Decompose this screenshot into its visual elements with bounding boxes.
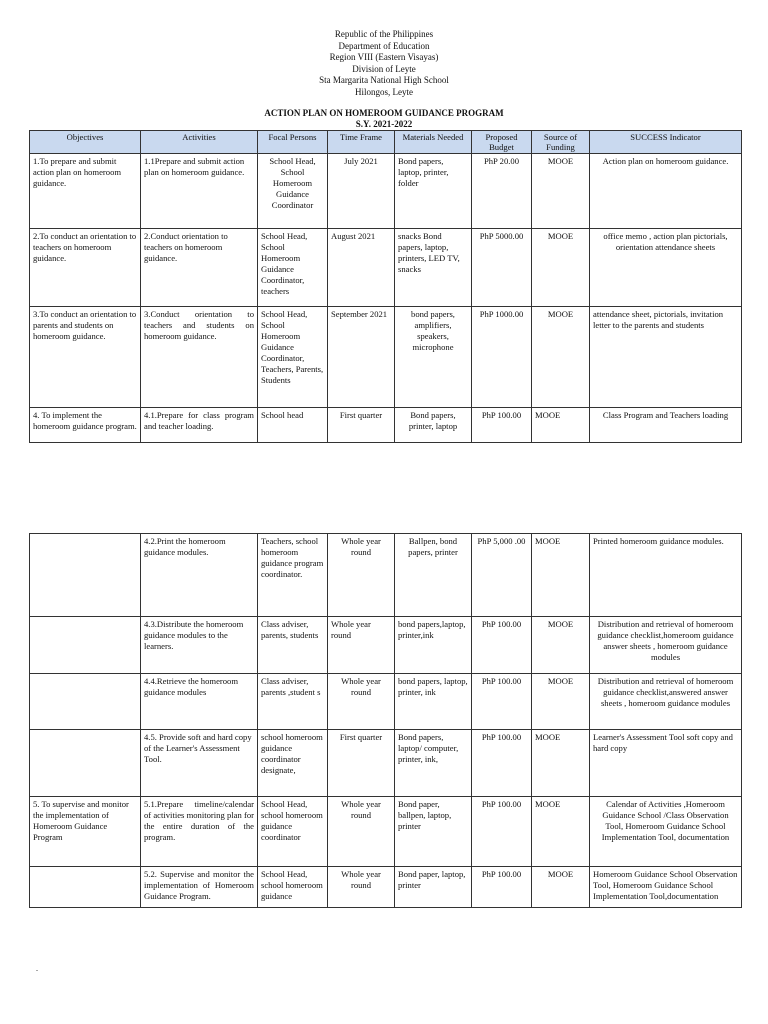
table-cell: 4.3.Distribute the homeroom guidance modules to the learners.: [141, 617, 258, 674]
table-cell: Homeroom Guidance School Observation Tool, Homeroom Guidance School Implementation Tool,documentation: [590, 867, 742, 908]
school-year: S.Y. 2021-2022: [355, 119, 413, 129]
table-cell: First quarter: [328, 730, 395, 797]
header-line: Region VIII (Eastern Visayas): [329, 52, 439, 62]
column-header: Time Frame: [328, 131, 395, 154]
table-cell: Class Program and Teachers loading: [590, 408, 742, 443]
table-cell: Learner's Assessment Tool soft copy and hard copy: [590, 730, 742, 797]
table-cell: Printed homeroom guidance modules.: [590, 534, 742, 617]
table-cell: Bond paper, laptop, printer: [395, 867, 472, 908]
table-cell: Bond paper, ballpen, laptop, printer: [395, 797, 472, 867]
table-cell: MOOE: [532, 730, 590, 797]
table-cell: 5.2. Supervise and monitor the implementation of Homeroom Guidance Program.: [141, 867, 258, 908]
table-row: [30, 229, 742, 307]
column-header: SUCCESS Indicator: [590, 131, 742, 154]
column-header: Source of Funding: [532, 131, 590, 154]
table-row: [30, 797, 742, 867]
table-cell: MOOE: [532, 154, 590, 229]
table-cell: MOOE: [532, 797, 590, 867]
table-cell: Class adviser, parents, students: [258, 617, 328, 674]
table-cell: bond papers, amplifiers, speakers, microphone: [395, 307, 472, 408]
table-row: [30, 617, 742, 674]
table-cell: 1.1Prepare and submit action plan on homeroom guidance.: [141, 154, 258, 229]
document-title-block: [0, 108, 768, 130]
table-cell: Calendar of Activities ,Homeroom Guidance School /Class Observation Tool, Homeroom Guidance School Implementation Tool, documentation: [590, 797, 742, 867]
table-cell: 5. To supervise and monitor the implementation of Homeroom Guidance Program: [30, 797, 141, 867]
table-cell: MOOE: [532, 408, 590, 443]
header-line: Republic of the Philippines: [334, 29, 434, 39]
table-cell: office memo , action plan pictorials, orientation attendance sheets: [590, 229, 742, 307]
header-line: Division of Leyte: [352, 63, 416, 74]
column-header: Focal Persons: [258, 131, 328, 154]
table-cell: PhP 1000.00: [472, 307, 532, 408]
table-cell: School Head, School Homeroom Guidance Coordinator: [258, 154, 328, 229]
table-cell: MOOE: [532, 674, 590, 730]
table-cell: Teachers, school homeroom guidance program coordinator.: [258, 534, 328, 617]
table-cell: 3.Conduct orientation to teachers and students on homeroom guidance.: [141, 307, 258, 408]
table-cell: school homeroom guidance coordinator designate,: [258, 730, 328, 797]
table-cell: MOOE: [532, 867, 590, 908]
table-row: [30, 307, 742, 408]
table-cell: Whole year round: [328, 617, 395, 674]
table-row: [30, 674, 742, 730]
table-cell: attendance sheet, pictorials, invitation letter to the parents and students: [590, 307, 742, 408]
table-cell: 1.To prepare and submit action plan on homeroom guidance.: [30, 154, 141, 229]
table-cell: PhP 100.00: [472, 408, 532, 443]
table-cell: Bond papers, laptop, printer, folder: [395, 154, 472, 229]
table-cell: [30, 534, 141, 617]
table-cell: School head: [258, 408, 328, 443]
header-line: Department of Education: [338, 40, 430, 51]
table-cell: PhP 100.00: [472, 674, 532, 730]
table-cell: Whole year round: [328, 534, 395, 617]
table-cell: Whole year round: [328, 867, 395, 908]
column-header: Objectives: [30, 131, 141, 154]
table-cell: School Head, School Homeroom Guidance Coordinator, Teachers, Parents, Students: [258, 307, 328, 408]
table-cell: [30, 617, 141, 674]
action-plan-table-page-2: [29, 533, 742, 908]
column-header: Activities: [141, 131, 258, 154]
table-cell: MOOE: [532, 229, 590, 307]
column-header: Materials Needed: [395, 131, 472, 154]
table-cell: Action plan on homeroom guidance.: [590, 154, 742, 229]
column-header: Proposed Budget: [472, 131, 532, 154]
table-cell: 4.1.Prepare for class program and teacher loading.: [141, 408, 258, 443]
table-cell: MOOE: [532, 617, 590, 674]
table-cell: bond papers, laptop, printer, ink: [395, 674, 472, 730]
table-cell: August 2021: [328, 229, 395, 307]
table-cell: School Head, school homeroom guidance: [258, 867, 328, 908]
table-cell: Whole year round: [328, 797, 395, 867]
table-cell: 4. To implement the homeroom guidance program.: [30, 408, 141, 443]
table-row: [30, 154, 742, 229]
footnote-mark: .: [36, 964, 38, 973]
table-cell: [30, 730, 141, 797]
table-cell: PhP 5000.00: [472, 229, 532, 307]
table-cell: First quarter: [328, 408, 395, 443]
table-cell: School Head, school homeroom guidance coordinator: [258, 797, 328, 867]
table-cell: 2.To conduct an orientation to teachers on homeroom guidance.: [30, 229, 141, 307]
table-cell: Bond papers, printer, laptop: [395, 408, 472, 443]
table-cell: School Head, School Homeroom Guidance Coordinator, teachers: [258, 229, 328, 307]
action-plan-table-page-1: [29, 130, 742, 443]
table-cell: snacks Bond papers, laptop, printers, LED TV, snacks: [395, 229, 472, 307]
table-cell: bond papers,laptop, printer,ink: [395, 617, 472, 674]
table-cell: July 2021: [328, 154, 395, 229]
table-cell: PhP 20.00: [472, 154, 532, 229]
table-row: [30, 408, 742, 443]
table-row: [30, 730, 742, 797]
table-cell: 5.1.Prepare timeline/calendar of activities monitoring plan for the entire duration of the program.: [141, 797, 258, 867]
header-line: Hilongos, Leyte: [355, 86, 413, 97]
table-cell: MOOE: [532, 307, 590, 408]
document-header: [0, 29, 768, 98]
table-cell: PhP 100.00: [472, 617, 532, 674]
table-cell: 3.To conduct an orientation to parents and students on homeroom guidance.: [30, 307, 141, 408]
table-header-row: [30, 131, 742, 154]
table-cell: [30, 867, 141, 908]
table-cell: [30, 674, 141, 730]
table-row: [30, 867, 742, 908]
document-title: ACTION PLAN ON HOMEROOM GUIDANCE PROGRAM: [264, 108, 504, 118]
table-cell: MOOE: [532, 534, 590, 617]
table-cell: Whole year round: [328, 674, 395, 730]
table-row: [30, 534, 742, 617]
table-cell: 2.Conduct orientation to teachers on homeroom guidance.: [141, 229, 258, 307]
table-cell: September 2021: [328, 307, 395, 408]
table-cell: Distribution and retrieval of homeroom guidance checklist,answered answer sheets , homeroom guidance modules: [590, 674, 742, 730]
table-cell: 4.4.Retrieve the homeroom guidance modules: [141, 674, 258, 730]
table-cell: PhP 5,000 .00: [472, 534, 532, 617]
table-cell: Class adviser, parents ,student s: [258, 674, 328, 730]
table-cell: Distribution and retrieval of homeroom guidance checklist,homeroom guidance answer sheets , homeroom guidance modules: [590, 617, 742, 674]
table-cell: 4.2.Print the homeroom guidance modules.: [141, 534, 258, 617]
table-cell: Bond papers, laptop/ computer, printer, ink,: [395, 730, 472, 797]
table-cell: PhP 100.00: [472, 730, 532, 797]
table-cell: 4.5. Provide soft and hard copy of the Learner's Assessment Tool.: [141, 730, 258, 797]
table-cell: Ballpen, bond papers, printer: [395, 534, 472, 617]
table-cell: PhP 100.00: [472, 867, 532, 908]
header-line: Sta Margarita National High School: [319, 75, 449, 85]
table-cell: PhP 100.00: [472, 797, 532, 867]
